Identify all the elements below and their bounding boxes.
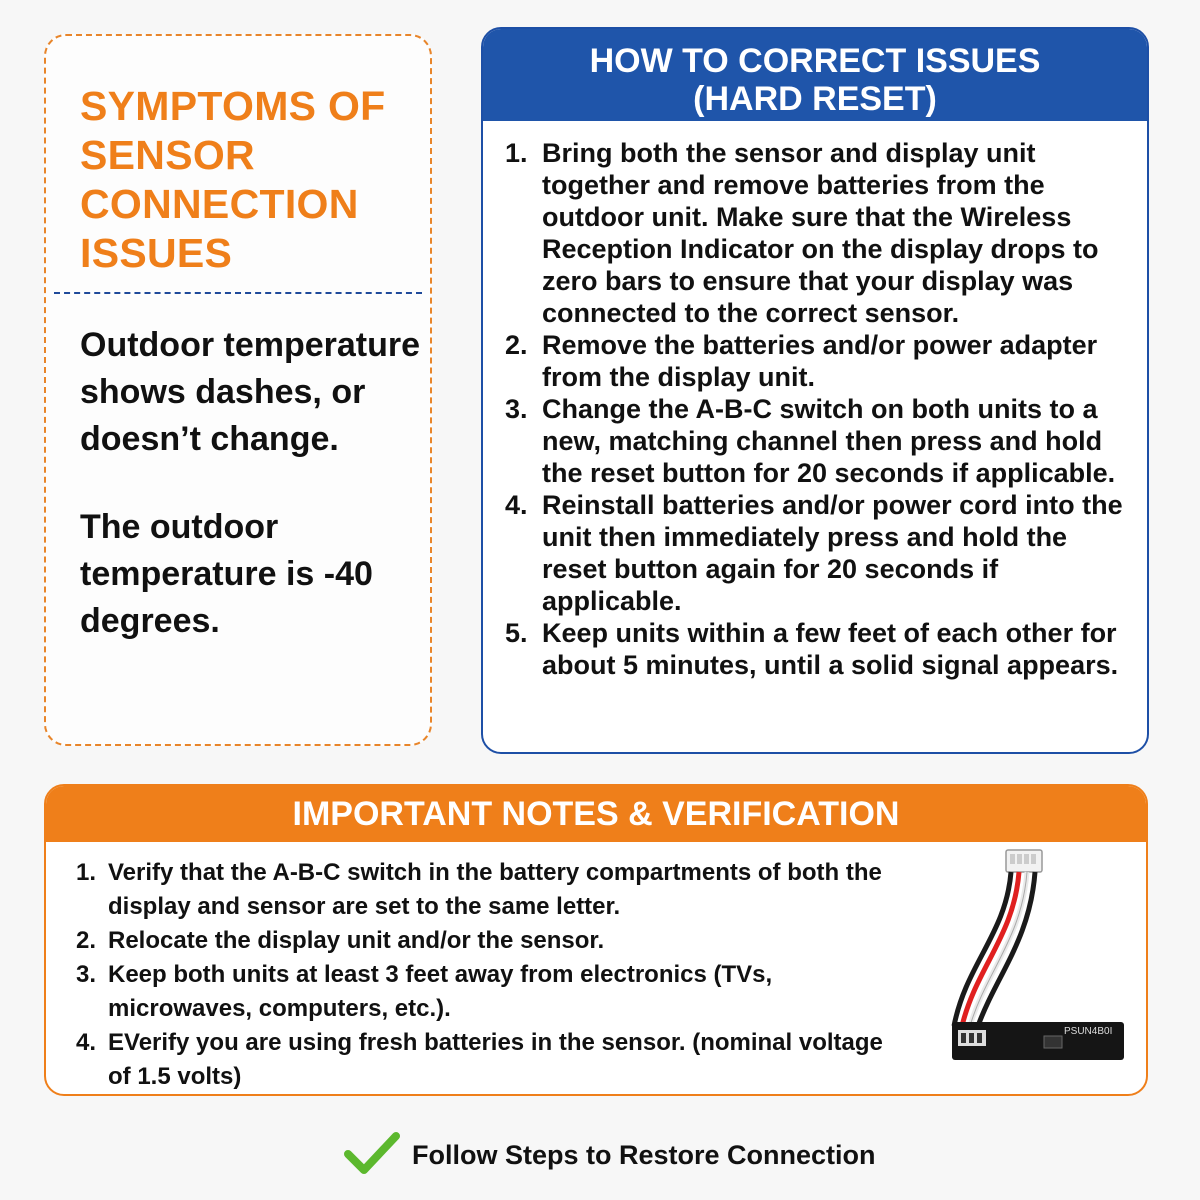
important-notes-panel [44, 784, 1148, 1096]
reset-step [505, 393, 1135, 489]
important-notes-title: IMPORTANT NOTES & VERIFICATION [46, 786, 1146, 842]
reset-step [505, 617, 1135, 681]
footer-text: Follow Steps to Restore Connection [412, 1140, 876, 1170]
symptoms-divider [54, 292, 422, 294]
note-item [76, 924, 896, 958]
correct-issues-title: HOW TO CORRECT ISSUES [589, 42, 1041, 80]
notes-list [76, 856, 896, 1094]
symptom-text-1: Outdoor temperature shows dashes, or doesn’t change. [80, 326, 421, 458]
step-number: 1. [505, 138, 528, 168]
reset-step [505, 329, 1135, 393]
symptom-text-2: The outdoor temperature is -40 degrees. [80, 508, 373, 640]
correct-issues-subtitle: (HARD RESET) [693, 80, 937, 118]
note-number: 2. [76, 927, 97, 954]
step-text: Keep units within a few feet of each other for about 5 minutes, until a solid signal appears. [542, 618, 1119, 680]
symptoms-panel [44, 34, 432, 746]
note-number: 4. [76, 1029, 97, 1056]
note-number: 3. [76, 961, 97, 988]
step-text: Reinstall batteries and/or power cord into the unit then immediately press and hold the reset button again for 20 seconds if applicable. [542, 490, 1123, 616]
note-text: EVerify you are using fresh batteries in the sensor. (nominal voltage of 1.5 volts) [108, 1029, 883, 1090]
step-text: Remove the batteries and/or power adapter from the display unit. [542, 330, 1098, 392]
correct-issues-panel [481, 27, 1149, 754]
step-text: Change the A-B-C switch on both units to a new, matching channel then press and hold the reset button for 20 seconds if applicable. [542, 394, 1116, 488]
note-item [76, 1026, 896, 1094]
note-item [76, 856, 896, 924]
step-number: 5. [505, 618, 528, 648]
sensor-board-image [906, 844, 1136, 1084]
reset-steps-list [505, 137, 1135, 681]
correct-issues-header [483, 29, 1147, 121]
footer [0, 1128, 1200, 1188]
checkmark-icon [344, 1130, 400, 1176]
reset-step [505, 137, 1135, 329]
step-text: Bring both the sensor and display unit together and remove batteries from the outdoor unit. Make sure that the Wireless Reception Indicator on the display drops to zero bars to ensure that your display was connected to the correct sensor. [542, 138, 1099, 328]
note-item [76, 958, 896, 1026]
note-text: Verify that the A-B-C switch in the battery compartments of both the display and sensor are set to the same letter. [108, 859, 882, 920]
board-label: PSUN4B0I [1064, 1026, 1113, 1037]
reset-step [505, 489, 1135, 617]
step-number: 3. [505, 394, 528, 424]
note-number: 1. [76, 859, 97, 886]
note-text: Keep both units at least 3 feet away from electronics (TVs, microwaves, computers, etc.). [108, 961, 773, 1022]
step-number: 2. [505, 330, 528, 360]
symptoms-title: SYMPTOMS OF SENSOR CONNECTION ISSUES [80, 83, 386, 276]
note-text: Relocate the display unit and/or the sensor. [108, 927, 605, 954]
step-number: 4. [505, 490, 528, 520]
